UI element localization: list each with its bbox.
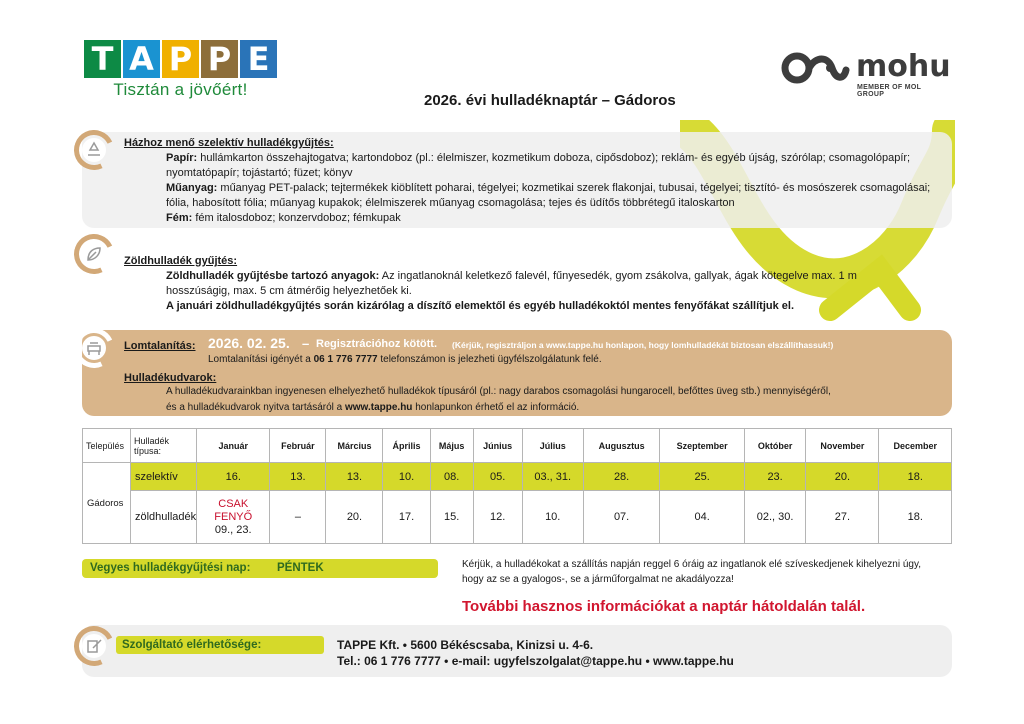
table-row-green-waste (83, 491, 952, 544)
date-cell: 20. (806, 463, 879, 491)
selective-heading: Házhoz menő szelektív hulladékgyűjtés: (124, 137, 334, 149)
date-cell: 18. (879, 491, 952, 544)
table-header-row (83, 429, 952, 463)
date-cell: 16. (197, 463, 270, 491)
date-cell: 10. (522, 491, 583, 544)
only-pine-note: CSAK FENYŐ (214, 497, 253, 523)
waste-type-cell: zöldhulladék (131, 491, 197, 544)
tappe-tagline: Tisztán a jövőért! (113, 80, 248, 99)
bulky-waste-registration: Regisztrációhoz kötött. (316, 338, 438, 350)
date-cell: 03., 31. (522, 463, 583, 491)
leaf-icon (85, 245, 103, 263)
bulky-waste-phone: 06 1 776 7777 (313, 354, 378, 365)
selective-body (166, 151, 946, 226)
contact-details (337, 637, 734, 669)
header-month: Január (197, 429, 270, 463)
tappe-letter: P (162, 40, 199, 78)
header-waste-type: Hulladék típusa: (131, 429, 197, 463)
leaf-section-icon (74, 234, 114, 274)
mixed-waste-label: Vegyes hulladékgyűjtési nap: (90, 562, 251, 574)
mohu-logo (780, 49, 951, 98)
recycle-icon (85, 141, 103, 159)
bulky-waste-phone-pre: Lomtalanítási igényét a (208, 354, 314, 365)
bulky-waste-date: 2026. 02. 25. (208, 335, 290, 351)
bulky-waste-registration-note: (Kérjük, regisztráljon a www.tappe.hu honlapon, hogy lomhulladékát biztosan elszállíthassuk!) (452, 340, 834, 350)
header-settlement: Település (83, 429, 131, 463)
waste-yards-line2-post: honlapunkon érhető el az információ. (412, 402, 580, 413)
header-month: December (879, 429, 952, 463)
date-cell: 02., 30. (744, 491, 805, 544)
contact-label: Szolgáltató elérhetősége: (116, 636, 324, 654)
date-cell: 18. (879, 463, 952, 491)
tappe-letter: T (84, 40, 121, 78)
header-month: Március (326, 429, 383, 463)
mohu-wordmark: mohu (856, 49, 951, 84)
header-month: November (806, 429, 879, 463)
date-cell: 15. (430, 491, 473, 544)
placement-notice: Kérjük, a hulladékokat a szállítás napján reggel 6 óráig az ingatlanok elé szíveskedjenek kihelyezni úgy, hogy az se a gyalogos-, se a járműforgalmat ne akadályozza! (462, 559, 921, 585)
tappe-letter: A (123, 40, 160, 78)
mixed-waste-day-bar (82, 559, 438, 578)
table-row-selective (83, 463, 952, 491)
contact-section-icon (74, 626, 114, 666)
bulky-waste-dash: – (302, 336, 310, 351)
header-month: Július (522, 429, 583, 463)
town-cell: Gádoros (83, 463, 131, 544)
waste-yards-line2-pre: és a hulladékudvarok nyitva tartásáról a (166, 402, 345, 413)
metal-label: Fém: (166, 212, 193, 224)
date-cell (197, 491, 270, 544)
date-cell: 08. (430, 463, 473, 491)
furniture-section-icon (74, 328, 114, 368)
waste-type-cell: szelektív (131, 463, 197, 491)
mixed-waste-day: PÉNTEK (277, 562, 324, 574)
header-month: Május (430, 429, 473, 463)
green-waste-heading: Zöldhulladék gyűjtés: (124, 255, 238, 267)
date-cell: 28. (583, 463, 659, 491)
date-cell: 07. (583, 491, 659, 544)
date-cell: 04. (660, 491, 745, 544)
metal-text: fém italosdoboz; konzervdoboz; fémkupak (192, 212, 401, 224)
green-waste-note: A januári zöldhulladékgyűjtés során kizárólag a díszítő elemektől és egyéb hulladékoktól mentes fenyőfákat szállítjuk el. (166, 300, 794, 312)
page-title: 2026. évi hulladéknaptár – Gádoros (424, 92, 676, 109)
green-waste-text: Az ingatlanoknál keletkező falevél, fűnyesedék, gyom zsákolva, gallyak, ágak kötegelve max. 1 m hosszúságig, max. 5 cm átmérőig helyezhetőek ki. (166, 270, 857, 297)
mohu-subtitle: MEMBER OF MOL GROUP (857, 84, 922, 98)
header-month: Szeptember (660, 429, 745, 463)
date-cell: 12. (473, 491, 522, 544)
tappe-letter: P (201, 40, 238, 78)
header-month: Február (270, 429, 326, 463)
waste-yards-body (166, 384, 946, 416)
pen-paper-icon (85, 637, 103, 655)
armchair-icon (85, 339, 103, 357)
header-month: Április (383, 429, 430, 463)
more-info-note: További hasznos információkat a naptár hátoldalán talál. (462, 598, 866, 615)
date-cell: 05. (473, 463, 522, 491)
date-cell: 17. (383, 491, 430, 544)
mohu-symbol-icon (780, 50, 850, 90)
date-cell: 27. (806, 491, 879, 544)
recycle-section-icon (74, 130, 114, 170)
waste-yards-heading: Hulladékudvarok: (124, 372, 217, 384)
green-waste-label: Zöldhulladék gyűjtésbe tartozó anyagok: (166, 270, 380, 282)
tappe-logo (84, 40, 277, 100)
date-cell: 13. (326, 463, 383, 491)
january-green-dates: 09., 23. (214, 523, 252, 536)
contact-phone-email[interactable]: Tel.: 06 1 776 7777 • e-mail: ugyfelszolgalat@tappe.hu • www.tappe.hu (337, 654, 734, 668)
plastic-text: műanyag PET-palack; tejtermékek kiöblített poharai, tégelyei; kozmetikai szerek flakonjai, tubusai, tégelyei; tisztító- és mosószerek csomagolásai; fólia, habosított fólia; műanyag kupakok; élelmiszerek műanyag csomagolása; tejes és üdítős többrétegű italoskarton (166, 182, 931, 209)
paper-label: Papír: (166, 152, 198, 164)
collection-calendar-table (82, 428, 952, 544)
date-cell: 10. (383, 463, 430, 491)
date-cell: 13. (270, 463, 326, 491)
bulky-waste-phone-post: telefonszámon is jelezheti ügyfélszolgálatunk felé. (377, 354, 602, 365)
tappe-letter: E (240, 40, 277, 78)
paper-text: hullámkarton összehajtogatva; kartondoboz (pl.: élelmiszer, kozmetikum doboza, cipősdoboz); reklám- és egyéb újság, szórólap; csomagolópapír; nyomtatópapír; tojástartó; füzet; könyv (166, 152, 911, 179)
header-month: Június (473, 429, 522, 463)
header-month: Október (744, 429, 805, 463)
waste-yards-url[interactable]: www.tappe.hu (345, 402, 413, 413)
date-cell: 25. (660, 463, 745, 491)
bulky-waste-label: Lomtalanítás: (124, 340, 196, 352)
date-cell: – (270, 491, 326, 544)
plastic-label: Műanyag: (166, 182, 218, 194)
date-cell: 20. (326, 491, 383, 544)
bulky-waste-phone-line (208, 352, 602, 368)
waste-yards-line1: A hulladékudvarainkban ingyenesen elhelyezhető hulladékok típusáról (pl.: nagy darabos csomagolási hungarocell, befőttes üveg stb.) mennyiségéről, (166, 386, 831, 397)
green-waste-body (166, 269, 906, 314)
date-cell: 23. (744, 463, 805, 491)
contact-address: TAPPE Kft. • 5600 Békéscsaba, Kinizsi u. 4-6. (337, 638, 594, 652)
header-month: Augusztus (583, 429, 659, 463)
